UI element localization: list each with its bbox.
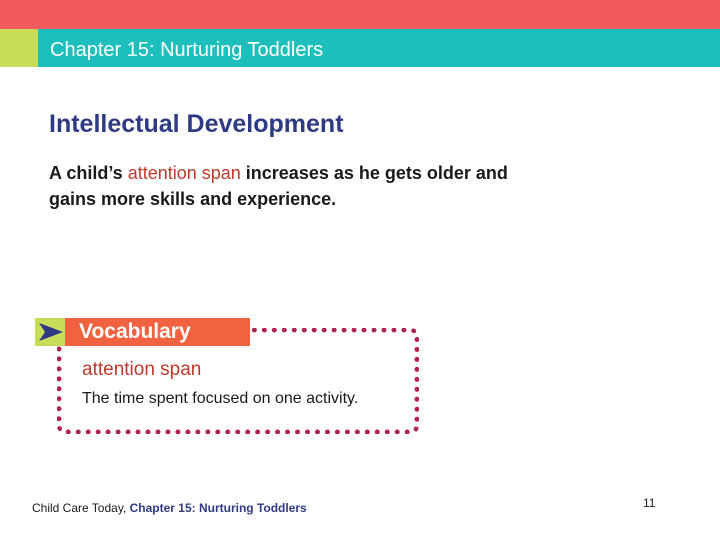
accent-square (0, 29, 38, 67)
vocabulary-term: attention span (82, 359, 202, 380)
footer-chapter: Chapter 15: Nurturing Toddlers (129, 501, 307, 515)
footer-book-title: Child Care Today, (32, 501, 130, 515)
page-number: 11 (643, 496, 656, 510)
highlighted-term: attention span (127, 163, 241, 183)
arrow-right-icon (38, 322, 64, 342)
vocabulary-tab (35, 318, 250, 346)
top-color-bar (0, 0, 720, 29)
vocabulary-arrow-box (35, 318, 65, 346)
vocabulary-definition: The time spent focused on one activity. (82, 390, 359, 407)
body-text-prefix: A child’s (49, 163, 128, 183)
body-text (49, 160, 519, 212)
vocabulary-label: Vocabulary (79, 320, 191, 343)
footer-citation (32, 500, 307, 516)
chapter-title: Chapter 15: Nurturing Toddlers (50, 39, 324, 61)
body-text-suffix: increases as he gets older and gains more skills and experience. (49, 163, 508, 209)
slide-heading: Intellectual Development (49, 110, 344, 138)
